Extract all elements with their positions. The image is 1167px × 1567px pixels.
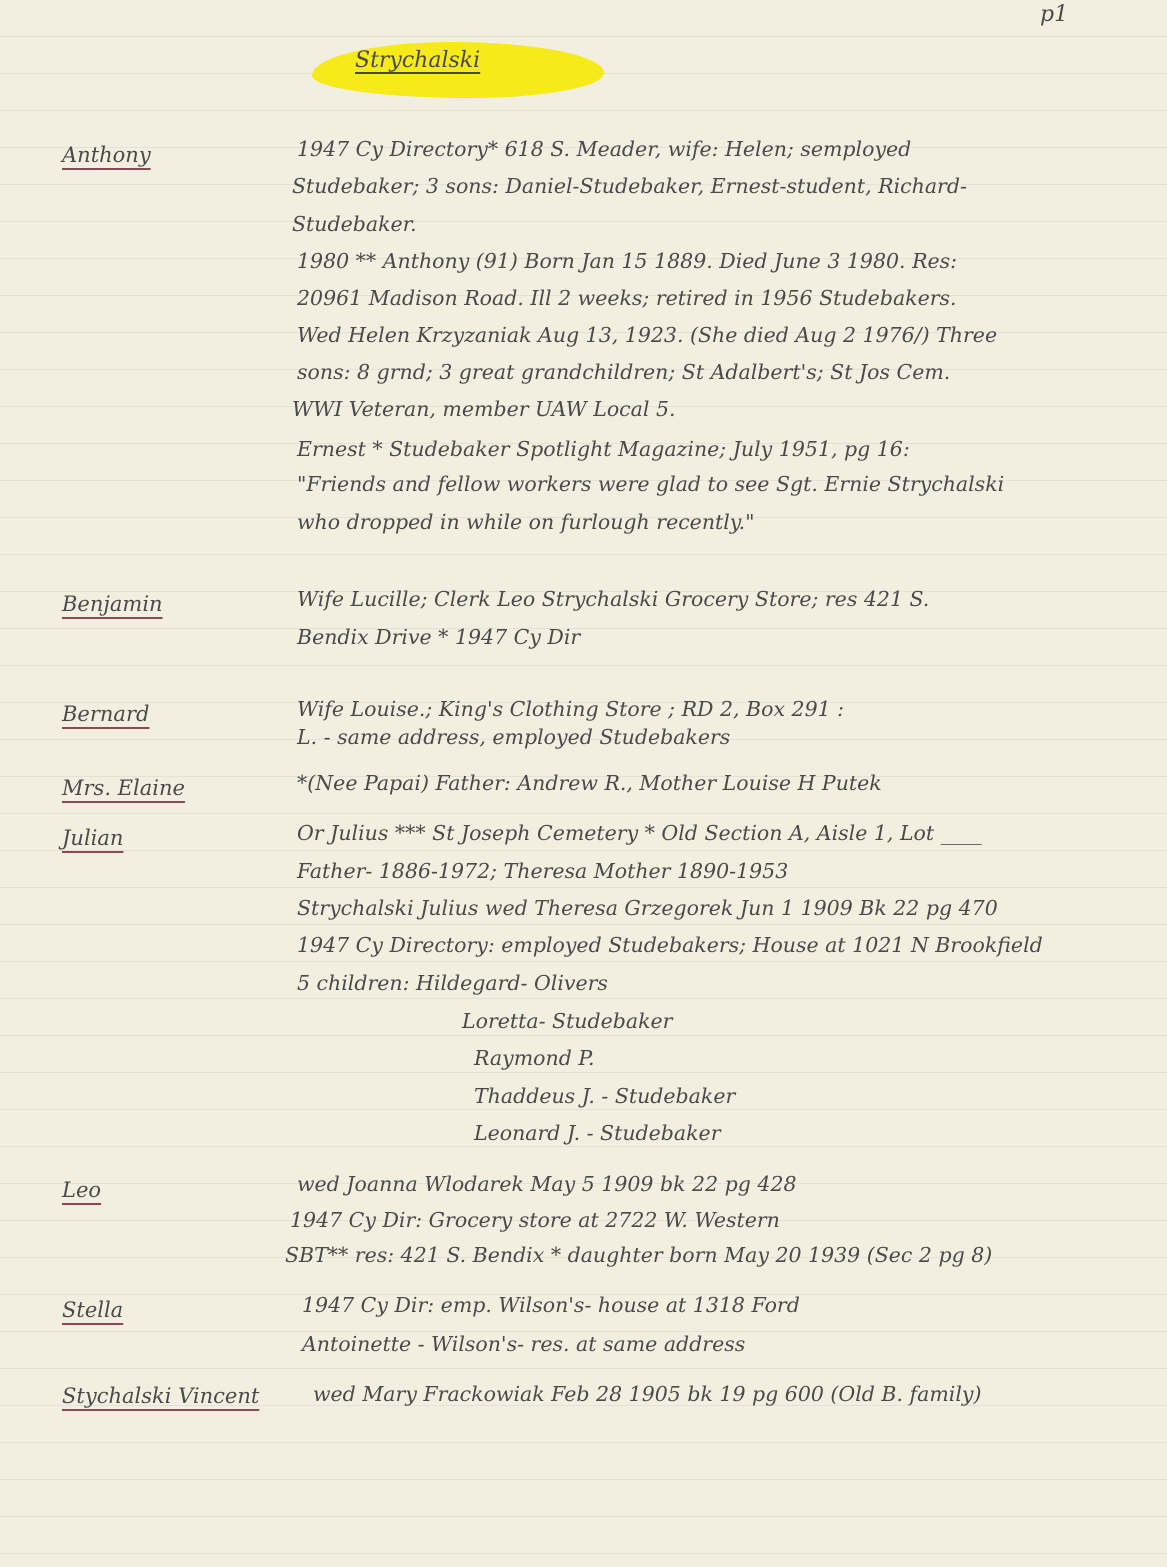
entry-line: Wife Louise.; King's Clothing Store ; RD 2, Box 291 : xyxy=(297,697,845,721)
entry-name-anthony: Anthony xyxy=(62,143,151,167)
entry-line: Antoinette - Wilson's- res. at same address xyxy=(302,1332,746,1356)
entry-line: Studebaker; 3 sons: Daniel-Studebaker, Ernest-student, Richard- xyxy=(292,174,967,198)
entry-name-benjamin: Benjamin xyxy=(62,592,163,616)
entry-line: SBT** res: 421 S. Bendix * daughter born May 20 1939 (Sec 2 pg 8) xyxy=(285,1243,993,1267)
entry-line: *(Nee Papai) Father: Andrew R., Mother Louise H Putek xyxy=(297,771,882,795)
entry-line: 1980 ** Anthony (91) Born Jan 15 1889. Died June 3 1980. Res: xyxy=(297,249,958,273)
entry-line: Wed Helen Krzyzaniak Aug 13, 1923. (She died Aug 2 1976/) Three xyxy=(297,323,998,347)
page-number: p1 xyxy=(1040,2,1069,27)
entry-line: 1947 Cy Dir: emp. Wilson's- house at 1318 Ford xyxy=(302,1293,800,1317)
entry-name-julian: Julian xyxy=(62,826,124,850)
entry-line: 1947 Cy Dir: Grocery store at 2722 W. Western xyxy=(290,1208,780,1232)
entry-line: Ernest * Studebaker Spotlight Magazine; July 1951, pg 16: xyxy=(297,437,910,461)
entry-line: sons: 8 grnd; 3 great grandchildren; St Adalbert's; St Jos Cem. xyxy=(297,360,951,384)
entry-line: wed Mary Frackowiak Feb 28 1905 bk 19 pg 600 (Old B. family) xyxy=(313,1382,982,1406)
entry-line: Raymond P. xyxy=(474,1046,595,1070)
entry-line: WWI Veteran, member UAW Local 5. xyxy=(292,397,676,421)
entry-name-bernard: Bernard xyxy=(62,702,150,726)
entry-line: who dropped in while on furlough recently." xyxy=(297,510,755,534)
page-title: Strychalski xyxy=(355,48,481,73)
entry-line: Loretta- Studebaker xyxy=(462,1009,673,1033)
entry-line: Wife Lucille; Clerk Leo Strychalski Grocery Store; res 421 S. xyxy=(297,587,930,611)
entry-name-stychalski-vincent: Stychalski Vincent xyxy=(62,1384,260,1408)
entry-line: Or Julius *** St Joseph Cemetery * Old Section A, Aisle 1, Lot ____ xyxy=(297,821,982,845)
entry-line: "Friends and fellow workers were glad to see Sgt. Ernie Strychalski xyxy=(297,472,1005,496)
entry-line: Father- 1886-1972; Theresa Mother 1890-1953 xyxy=(297,859,789,883)
entry-name-leo: Leo xyxy=(62,1178,102,1202)
entry-line: Bendix Drive * 1947 Cy Dir xyxy=(297,625,581,649)
entry-line: Thaddeus J. - Studebaker xyxy=(474,1084,736,1108)
entry-name-stella: Stella xyxy=(62,1298,124,1322)
entry-line: Strychalski Julius wed Theresa Grzegorek Jun 1 1909 Bk 22 pg 470 xyxy=(297,896,998,920)
entry-line: 1947 Cy Directory: employed Studebakers; House at 1021 N Brookfield xyxy=(297,933,1043,957)
entry-line: wed Joanna Wlodarek May 5 1909 bk 22 pg 428 xyxy=(297,1172,797,1196)
entry-line: 20961 Madison Road. Ill 2 weeks; retired in 1956 Studebakers. xyxy=(297,286,957,310)
entry-line: Leonard J. - Studebaker xyxy=(474,1121,721,1145)
entry-line: 5 children: Hildegard- Olivers xyxy=(297,971,608,995)
entry-name-mrs-elaine: Mrs. Elaine xyxy=(62,776,185,800)
entry-line: 1947 Cy Directory* 618 S. Meader, wife: Helen; semployed xyxy=(297,137,912,161)
entry-line: Studebaker. xyxy=(292,212,417,236)
entry-line: L. - same address, employed Studebakers xyxy=(297,725,731,749)
